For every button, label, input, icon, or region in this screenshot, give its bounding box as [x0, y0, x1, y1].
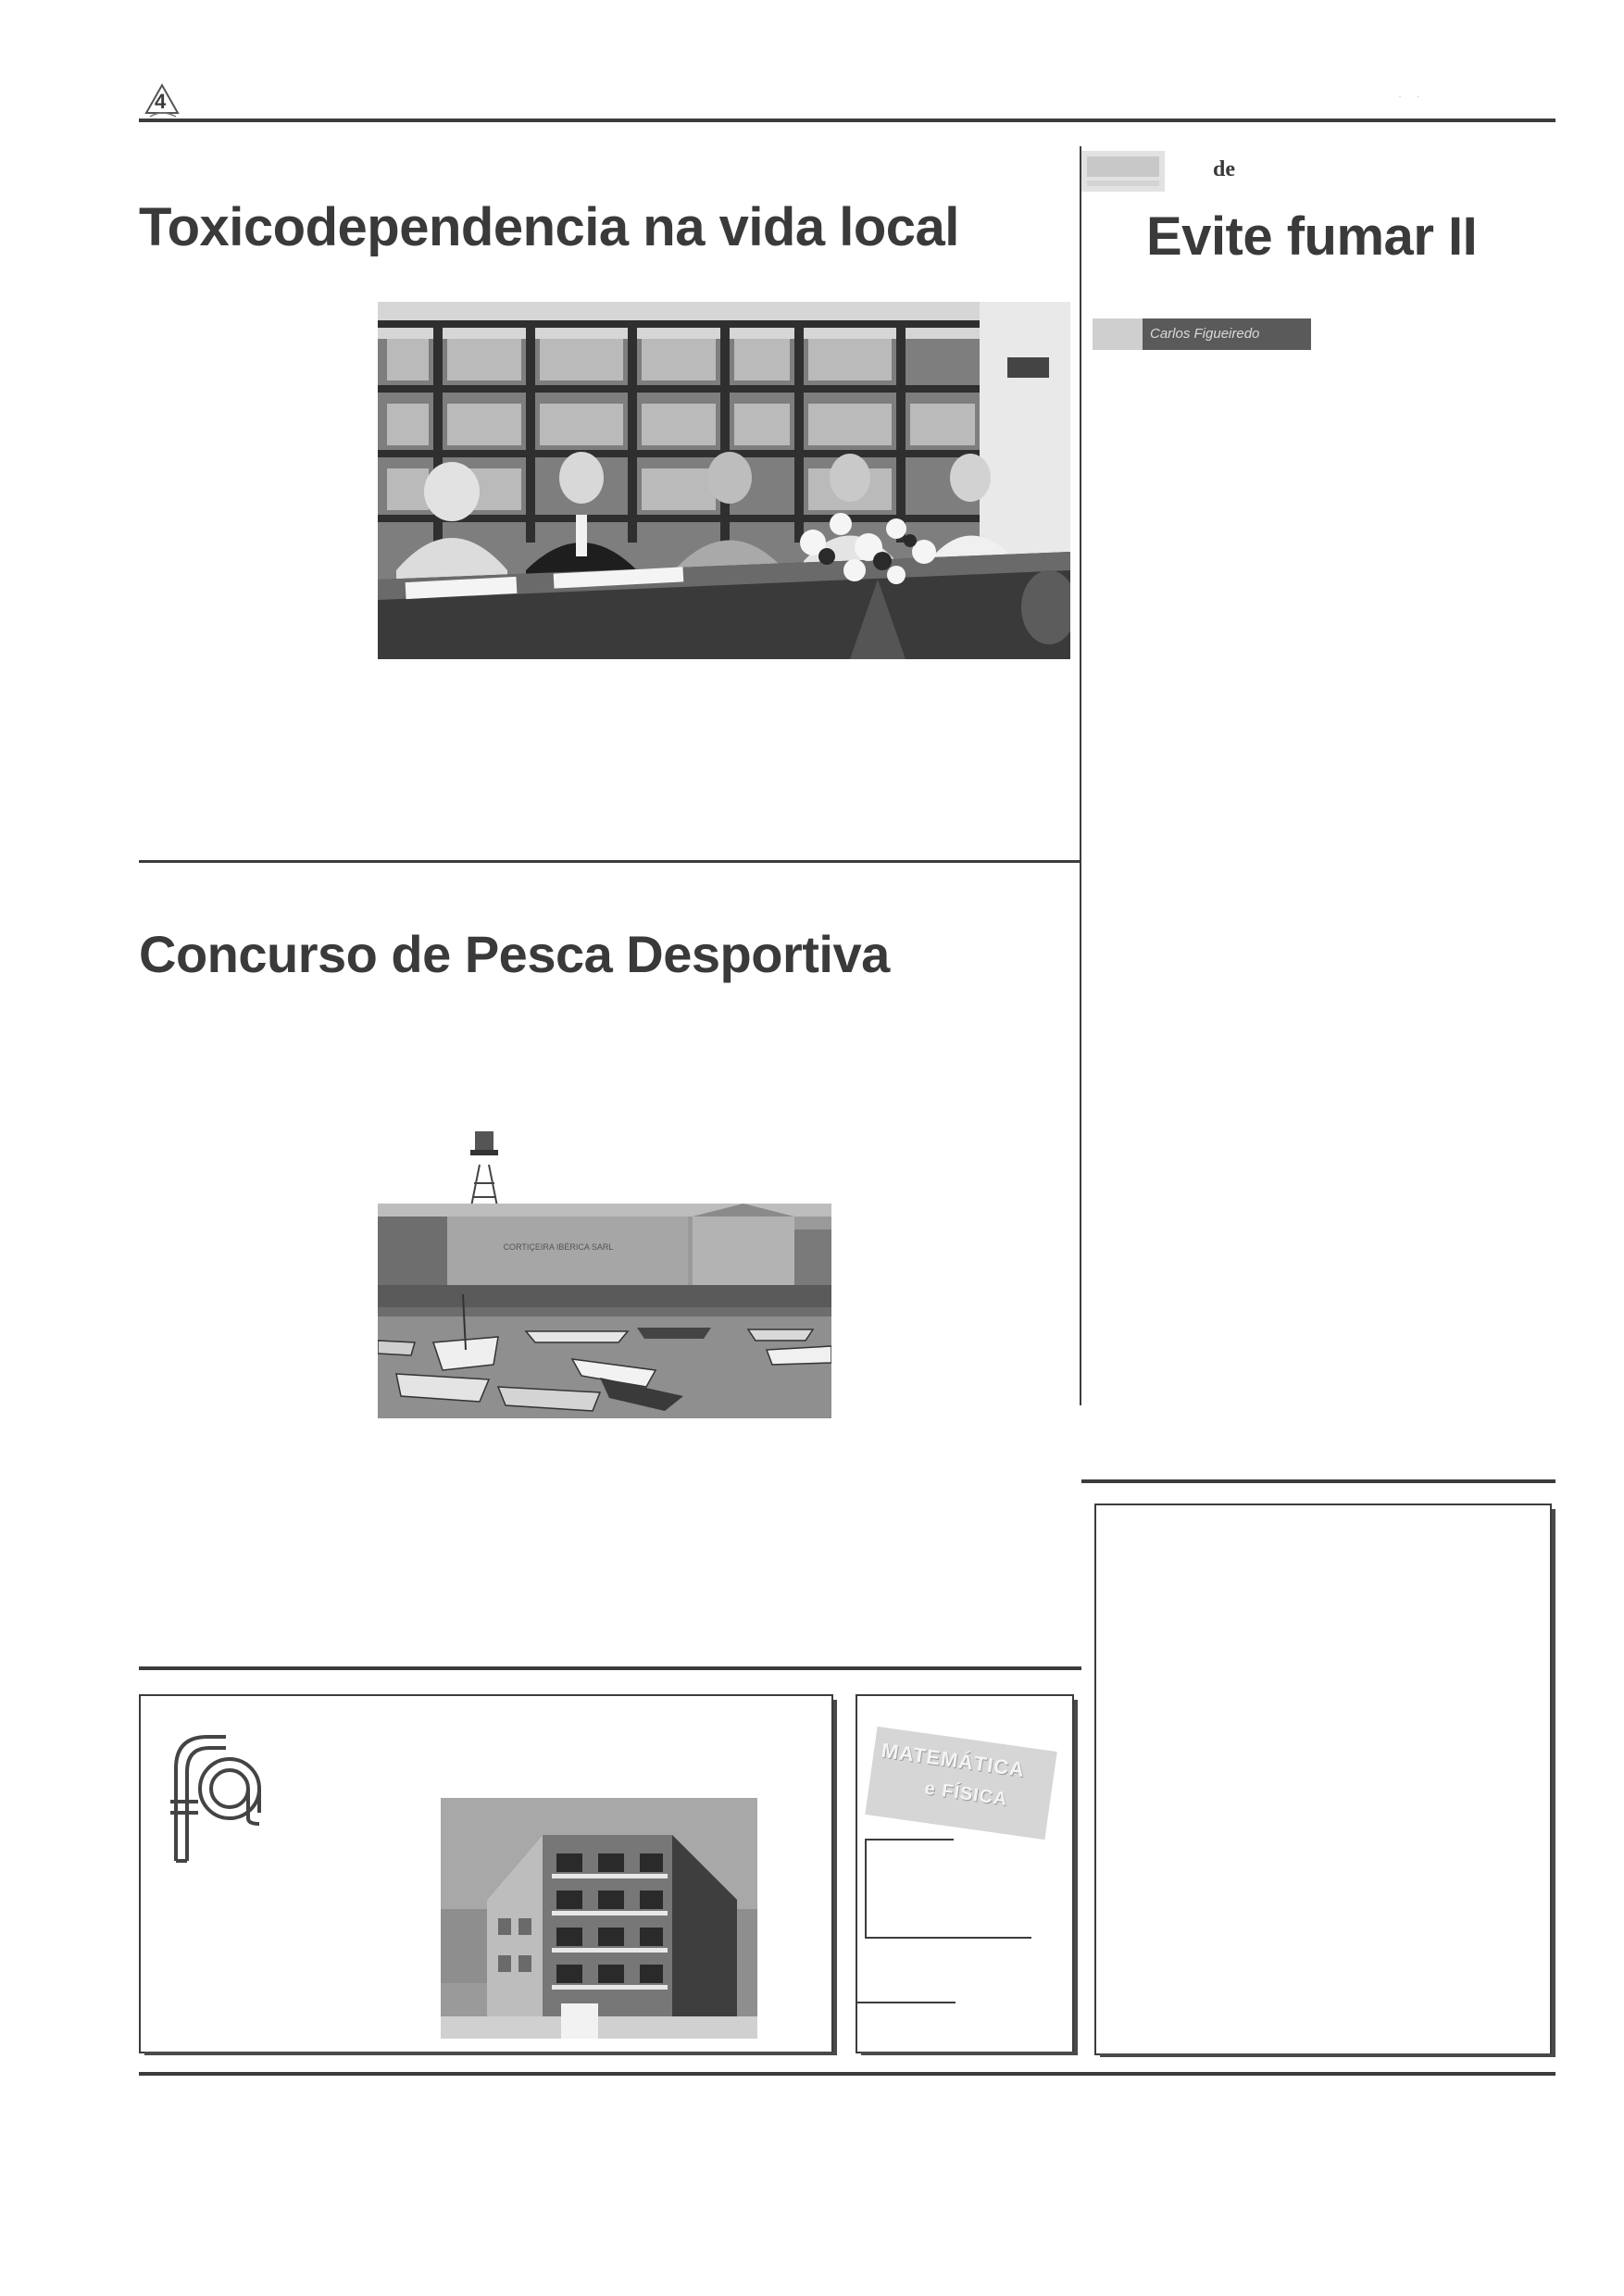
fa-logo [170, 1731, 267, 1865]
harbour-photo [378, 1128, 831, 1418]
sidebar-article-title: Evite fumar II [1146, 206, 1478, 267]
sidebar-bottom-rule [1081, 1479, 1555, 1483]
meeting-photo [378, 302, 1070, 659]
fishing-article-bottom-rule [139, 1666, 1081, 1670]
main-article-title: Toxicodependencia na vida local [139, 197, 959, 257]
page-number-text: 4 [155, 90, 167, 113]
fa-ad-box-shadow-right [833, 1700, 837, 2055]
sidebar-byline: Carlos Figueiredo [1150, 326, 1260, 342]
math-ad-lower-line [856, 2002, 956, 2003]
fa-logo-icon [170, 1731, 267, 1865]
right-ad-box-shadow-bottom [1100, 2053, 1555, 2057]
harbour-boats-photo-icon [378, 1128, 831, 1418]
meeting-in-library-photo-icon [378, 302, 1070, 659]
apartment-building-photo [441, 1798, 757, 2039]
math-ad-inner-top-line [865, 1839, 954, 1841]
page-number [139, 76, 185, 122]
fa-ad-box-shadow-bottom [144, 2052, 837, 2055]
math-ad-inner-box [865, 1839, 1031, 1939]
math-ad-box-shadow-right [1074, 1700, 1078, 2055]
harbour-sign-text: CORTIÇEIRA IBÉRICA SARL [503, 1242, 614, 1252]
sidebar-logo [1081, 151, 1165, 192]
main-article-bottom-rule [139, 860, 1081, 863]
header-faint-mark: . . [1398, 85, 1426, 100]
column-divider [1080, 146, 1081, 1405]
footer-rule [139, 2072, 1555, 2076]
sidebar-byline-bar [1093, 318, 1311, 350]
header-rule [139, 119, 1555, 122]
math-ad-box-shadow-bottom [861, 2052, 1078, 2055]
math-badge-line1: MATEMÁTICA [880, 1738, 1027, 1782]
sidebar-kicker: de [1213, 157, 1235, 181]
fishing-article-title: Concurso de Pesca Desportiva [139, 925, 890, 983]
math-badge-line2: e FÍSICA [923, 1778, 1009, 1811]
right-ad-box-shadow-right [1552, 1509, 1555, 2057]
right-ad-box [1094, 1504, 1552, 2055]
apartment-building-photo-icon [441, 1798, 757, 2039]
